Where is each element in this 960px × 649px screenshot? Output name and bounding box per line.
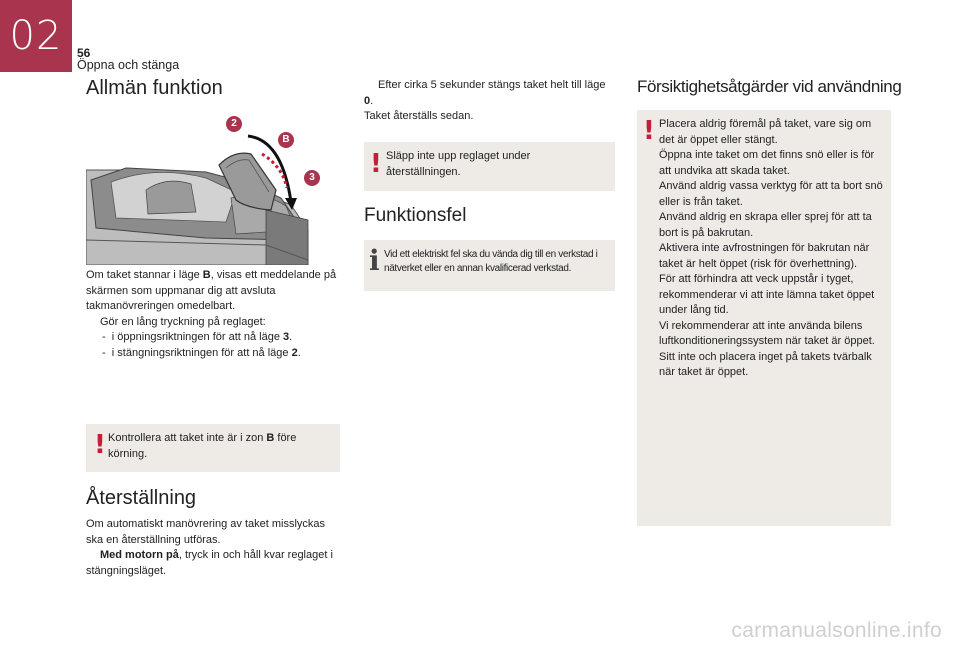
- section-heading-aterstallning: Återställning: [86, 487, 197, 509]
- label-3-icon: 3: [304, 170, 320, 186]
- watermark: carmanualsonline.info: [731, 619, 942, 642]
- warning-box-release: ! Släpp inte upp reglaget under återställningen.: [364, 142, 615, 191]
- warning-icon: !: [370, 149, 382, 179]
- dash-icon: -: [102, 346, 106, 359]
- precaution-item: Använd aldrig en skrapa eller sprej för att ta bort is på bakrutan.: [659, 211, 872, 239]
- label-b-icon: B: [278, 132, 294, 148]
- reset-continued-text: Efter cirka 5 sekunder stängs taket helt till läge 0. Taket återställs sedan.: [364, 79, 606, 122]
- warning-box-precautions: [637, 110, 891, 526]
- precaution-item: Öppna inte taket om det finns snö eller is för att undvika att skada taket.: [659, 149, 875, 177]
- label-2-icon: 2: [226, 116, 242, 132]
- reset-text: Om automatiskt manövrering av taket misslyckas ska en återställning utföras. Med motorn på, tryck in och håll kvar reglaget i stängningsläget.: [86, 518, 333, 577]
- warning-icon: !: [643, 116, 655, 146]
- chapter-number: 02: [0, 0, 72, 72]
- roof-illustration: [86, 110, 346, 265]
- page-number: 56: [77, 46, 91, 60]
- warning-box-zone: ! Kontrollera att taket inte är i zon B före körning.: [86, 424, 340, 472]
- precaution-item: Vi rekommenderar att inte använda bilens luftkonditioneringssystem när taket är öppet.: [659, 319, 875, 347]
- warning-icon: !: [94, 430, 106, 460]
- precaution-item: Aktivera inte avfrostningen för bakrutan när taket är helt öppet (risk för överhettning).: [659, 242, 870, 270]
- precaution-item: Använd aldrig vassa verktyg för att ta bort snö eller is från taket.: [659, 180, 883, 208]
- precaution-item: Sitt inte och placera inget på takets tvärbalk när taket är öppet.: [659, 350, 872, 378]
- chapter-title: Öppna och stänga: [77, 58, 180, 72]
- precaution-item: För att förhindra att veck uppstår i tyget, rekommenderar vi att inte lämna taket öppet under lång tid.: [659, 273, 875, 316]
- info-box-electrical-fault: i Vid ett elektriskt fel ska du vända dig till en verkstad i nätverket eller en annan kvalificerad verkstad.: [364, 240, 615, 291]
- general-function-text: Om taket stannar i läge B, visas ett meddelande på skärmen som uppmanar dig att avsluta takmanövreringen omedelbart. Gör en lång tryckning på reglaget: - i öppningsriktningen för att nå läge 3. - i stängningsriktningen för att nå läge 2.: [86, 269, 337, 359]
- precaution-item: Placera aldrig föremål på taket, vare sig om det är öppet eller stängt.: [659, 118, 872, 146]
- section-heading-funktionsfel: Funktionsfel: [364, 205, 467, 226]
- section-heading-allman-funktion: Allmän funktion: [86, 77, 223, 99]
- dash-icon: -: [102, 331, 106, 343]
- info-icon: i: [369, 244, 380, 277]
- precautions-list: [659, 117, 885, 381]
- section-heading-forsiktighet: Försiktighetsåtgärder vid användning: [637, 77, 902, 96]
